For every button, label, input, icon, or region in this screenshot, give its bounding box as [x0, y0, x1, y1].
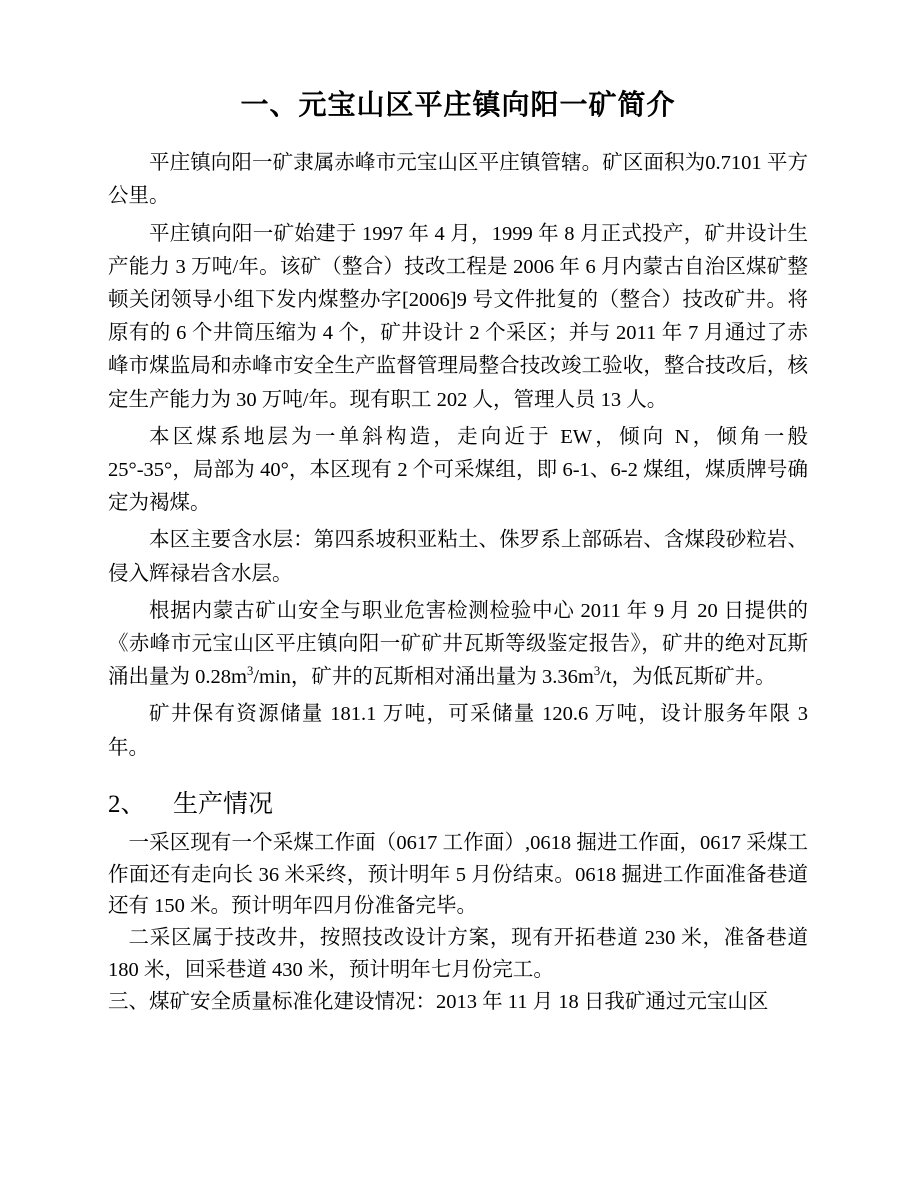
gas-superscript-2: 3: [593, 664, 601, 679]
gas-superscript-1: 3: [246, 664, 254, 679]
gas-text-part3: /t，为低瓦斯矿井。: [600, 666, 776, 689]
paragraph-reserves: 矿井保有资源储量 181.1 万吨，可采储量 120.6 万吨，设计服务年限 3 年。: [108, 703, 808, 759]
gas-text-part2: /min，矿井的瓦斯相对涌出量为 3.36m: [253, 666, 594, 689]
section-2-line-2: 二采区属于技改井，按照技改设计方案，现有开拓巷道 230 米，准备巷道 180 米，回采巷道 430 米，预计明年七月份完工。: [108, 927, 808, 981]
section-3-line: 三、煤矿安全质量标准化建设情况：2013 年 11 月 18 日我矿通过元宝山区: [108, 990, 769, 1013]
section-2-line-1: 一采区现有一个采煤工作面（0617 工作面）,0618 掘进工作面，0617 采煤工作面还有走向长 36 米采终，预计明年 5 月份结束。0618 掘进工作面准备巷道还有 150 米。预计明年四月份准备完毕。: [108, 831, 808, 918]
paragraph-history: 平庄镇向阳一矿始建于 1997 年 4 月，1999 年 8 月正式投产，矿井设计生产能力 3 万吨/年。该矿（整合）技改工程是 2006 年 6 月内蒙古自治区煤矿整顿关闭领导小组下发内煤整办字[2006]9 号文件批复的（整合）技改矿井。将原有的 6 个井筒压缩为 4 个，矿井设计 2 个采区；并与 2011 年 7 月通过了赤峰市煤监局和赤峰市安全生产监督管理局整合技改竣工验收，整合技改后，核定生产能力为 30 万吨/年。现有职工 202 人，管理人员 13 人。: [108, 222, 808, 411]
paragraph-geology: 本区煤系地层为一单斜构造，走向近于 EW，倾向 N，倾角一般 25°-35°，局部为 40°，本区现有 2 个可采煤组，即 6-1、6-2 煤组，煤质牌号确定为褐煤。: [108, 425, 808, 515]
page-title: 一、元宝山区平庄镇向阳一矿简介: [240, 90, 676, 121]
paragraph-intro: 平庄镇向阳一矿隶属赤峰市元宝山区平庄镇管辖。矿区面积为0.7101 平方公里。: [108, 152, 808, 208]
section-2-title: 生产情况: [173, 790, 274, 818]
section-2-heading: [108, 787, 808, 822]
paragraph-gas: [108, 595, 808, 695]
section-2-number: 2、: [108, 790, 146, 818]
gas-text-part1: 根据内蒙古矿山安全与职业危害检测检验中心 2011 年 9 月 20 日提供的《赤峰市元宝山区平庄镇向阳一矿矿井瓦斯等级鉴定报告》，矿井的绝对瓦斯涌出量为 0.28m: [108, 599, 808, 689]
paragraph-aquifer: 本区主要含水层：第四系坡积亚粘土、侏罗系上部砾岩、含煤段砂粒岩、侵入辉禄岩含水层。: [108, 529, 808, 585]
